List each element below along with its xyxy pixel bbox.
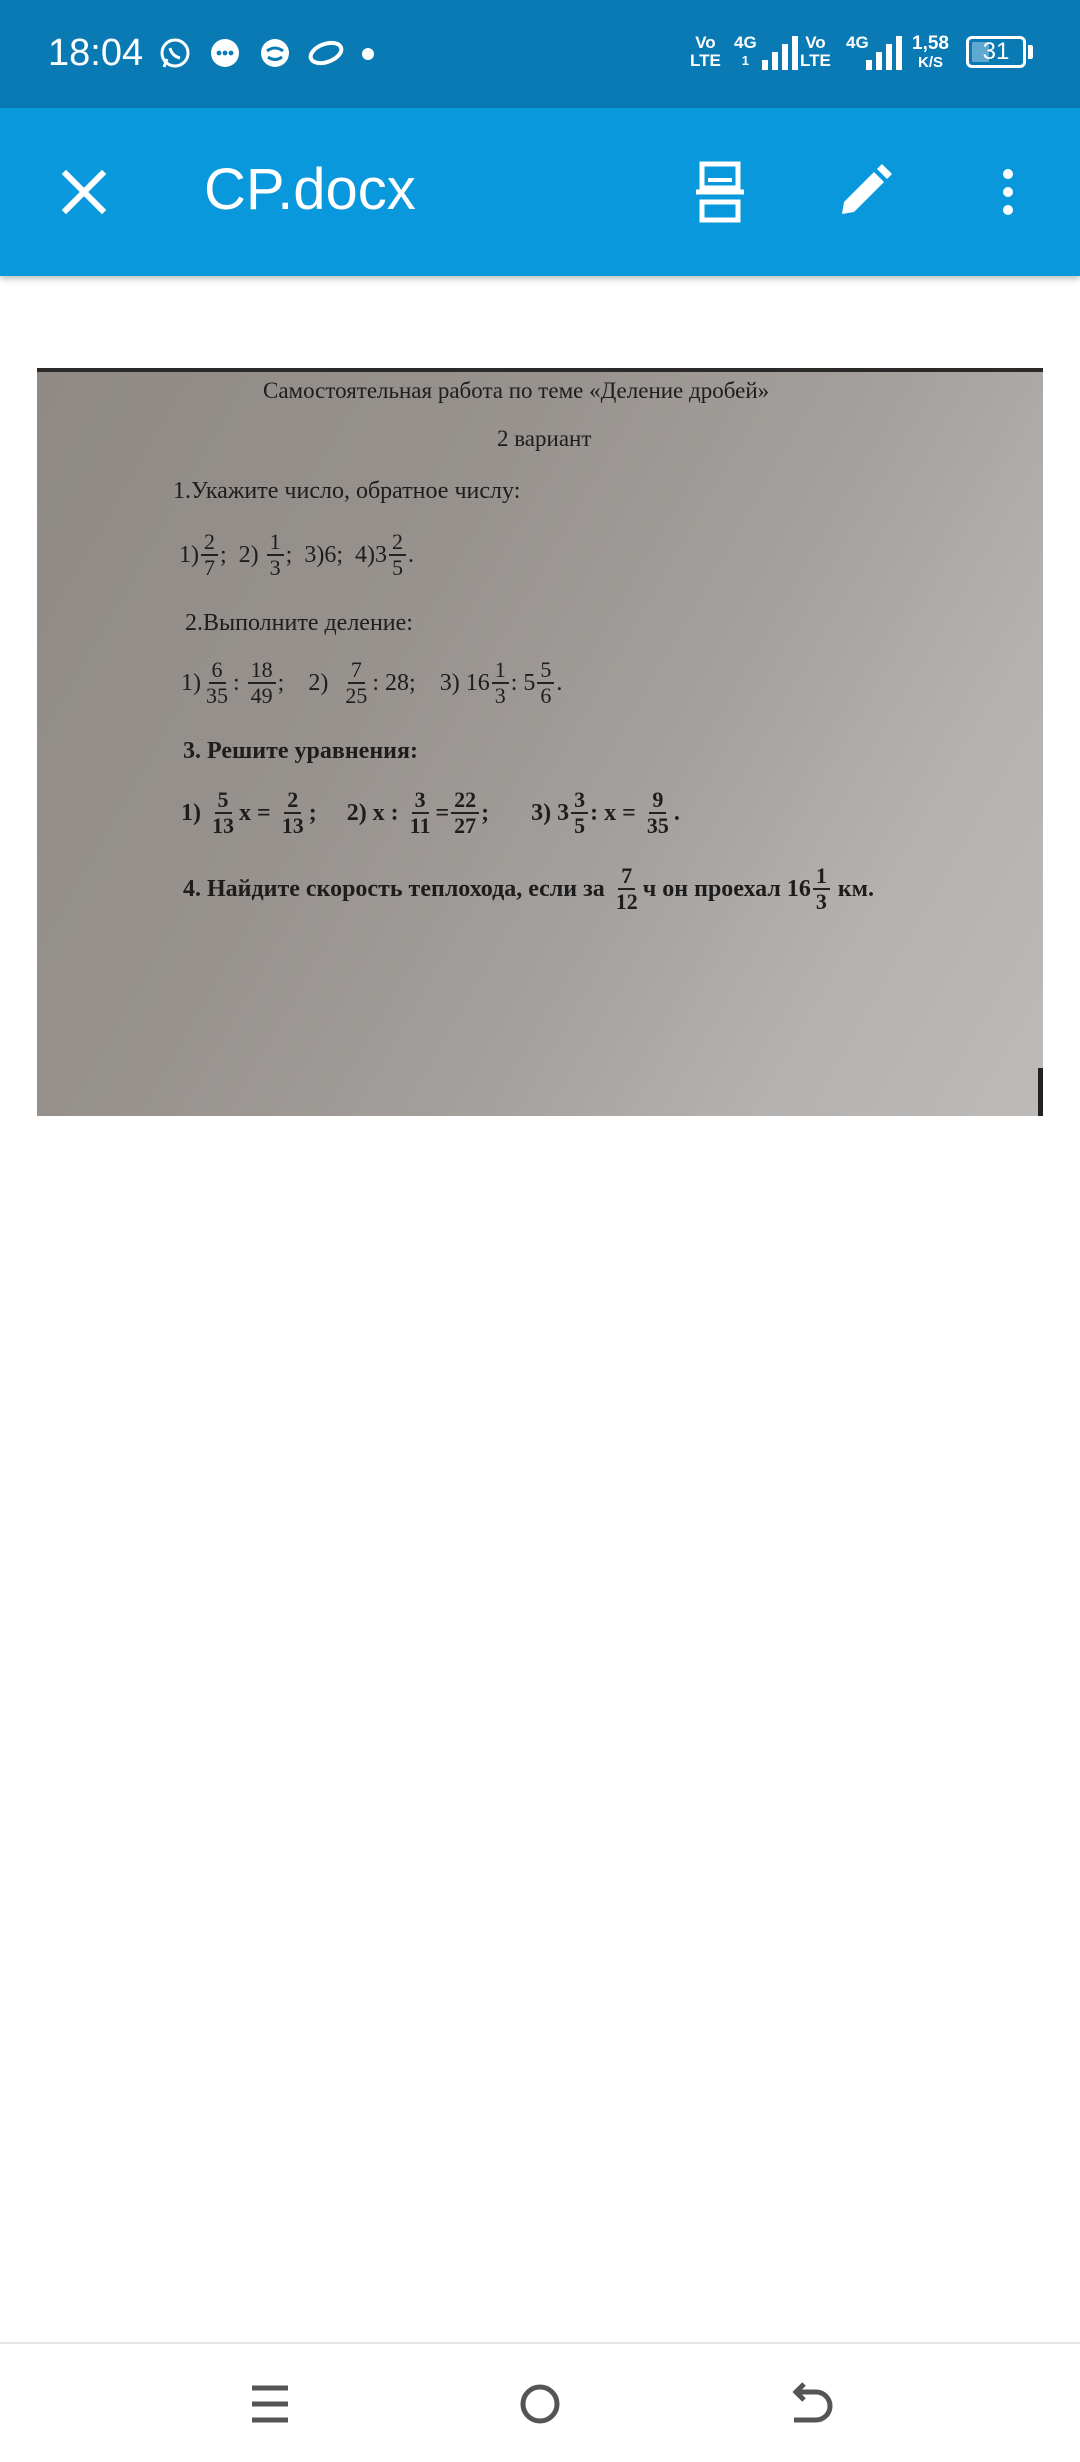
fraction: $\frac{7}{25}$	[345, 657, 368, 708]
sim2-network: 4G	[846, 33, 869, 52]
recents-menu-icon[interactable]	[230, 2364, 310, 2444]
battery-percent: 31	[982, 38, 1010, 65]
more-notifications-dot	[362, 48, 374, 60]
more-vert-icon[interactable]	[968, 152, 1048, 232]
battery-icon	[966, 36, 1026, 68]
doc-variant: 2 вариант	[497, 426, 592, 451]
fraction: $\frac{1}{3}$	[267, 530, 284, 580]
q3-label: 3. Решите уравнения:	[183, 738, 418, 764]
q2-label: 2.Выполните деление:	[185, 610, 413, 636]
signal-bars-sim2-icon	[862, 34, 908, 70]
q2-exercises: 1) $\frac{6}{35}$ : $\frac{18}{49}$ ; 2) $\frac{7}{25}$ : 28; 3) 16 $\frac{1}{3}$ : 5 $\frac{5}{6}$ .	[181, 657, 563, 708]
signal-bars-sim1-icon	[758, 34, 804, 70]
close-icon[interactable]	[44, 152, 124, 232]
fraction: $\frac{5}{6}$	[537, 658, 554, 708]
fraction: $\frac{3}{5}$	[571, 788, 588, 838]
fraction: $\frac{18}{49}$	[248, 658, 276, 708]
link-icon	[304, 36, 348, 70]
fraction: $\frac{1}{3}$	[492, 658, 509, 708]
fraction: $\frac{9}{35}$	[646, 787, 669, 838]
document-title: CP.docx	[204, 157, 416, 222]
whatsapp-icon	[158, 36, 192, 70]
home-circle-icon[interactable]	[500, 2364, 580, 2444]
fraction: $\frac{6}{35}$	[206, 657, 228, 708]
status-bar	[0, 0, 1080, 108]
back-arrow-icon[interactable]	[770, 2364, 850, 2444]
system-nav-bar	[0, 2342, 1080, 2462]
fraction: $\frac{2}{13}$	[281, 787, 304, 838]
sim2-volte: Vo LTE	[800, 33, 831, 70]
fraction: $\frac{1}{3}$	[813, 864, 830, 914]
battery-tip	[1028, 45, 1033, 59]
network-speed: 1,58 K/S	[912, 33, 949, 71]
fraction: $\frac{2}{7}$	[201, 530, 218, 580]
app-bar	[0, 108, 1080, 276]
fraction: $\frac{2}{5}$	[389, 530, 406, 580]
fraction: $\frac{3}{11}$	[409, 787, 431, 838]
fraction: $\frac{7}{12}$	[615, 863, 638, 914]
q3-equations: 1) $\frac{5}{13}$ x = $\frac{2}{13}$ ; 2) x : $\frac{3}{11}$ = $\frac{22}{27}$ ; 3) 3 $\frac{3}{5}$ : x = $\frac{9}{35}$ .	[181, 787, 680, 838]
fraction: $\frac{22}{27}$	[451, 788, 479, 838]
chat-bubble-icon	[258, 36, 292, 70]
messages-icon	[208, 36, 242, 70]
print-layout-icon[interactable]	[680, 152, 760, 232]
fraction: $\frac{5}{13}$	[212, 787, 234, 838]
edit-pencil-icon[interactable]	[824, 152, 904, 232]
q4-text: 4. Найдите скорость теплохода, если за $\frac{7}{12}$ ч он проехал 16 $\frac{1}{3}$ км.	[183, 863, 875, 914]
q1-label: 1.Укажите число, обратное числу:	[173, 478, 521, 504]
document-photo[interactable]	[37, 368, 1043, 1116]
q1-options: 1) $\frac{2}{7}$ ; 2) $\frac{1}{3}$ ; 3)6; 4)3 $\frac{2}{5}$ .	[179, 529, 415, 580]
sim1-network: 4G 1	[734, 33, 757, 68]
status-time: 18:04	[48, 32, 144, 74]
doc-title: Самостоятельная работа по теме «Деление дробей»	[263, 378, 770, 403]
sim1-volte: Vo LTE	[690, 33, 721, 70]
